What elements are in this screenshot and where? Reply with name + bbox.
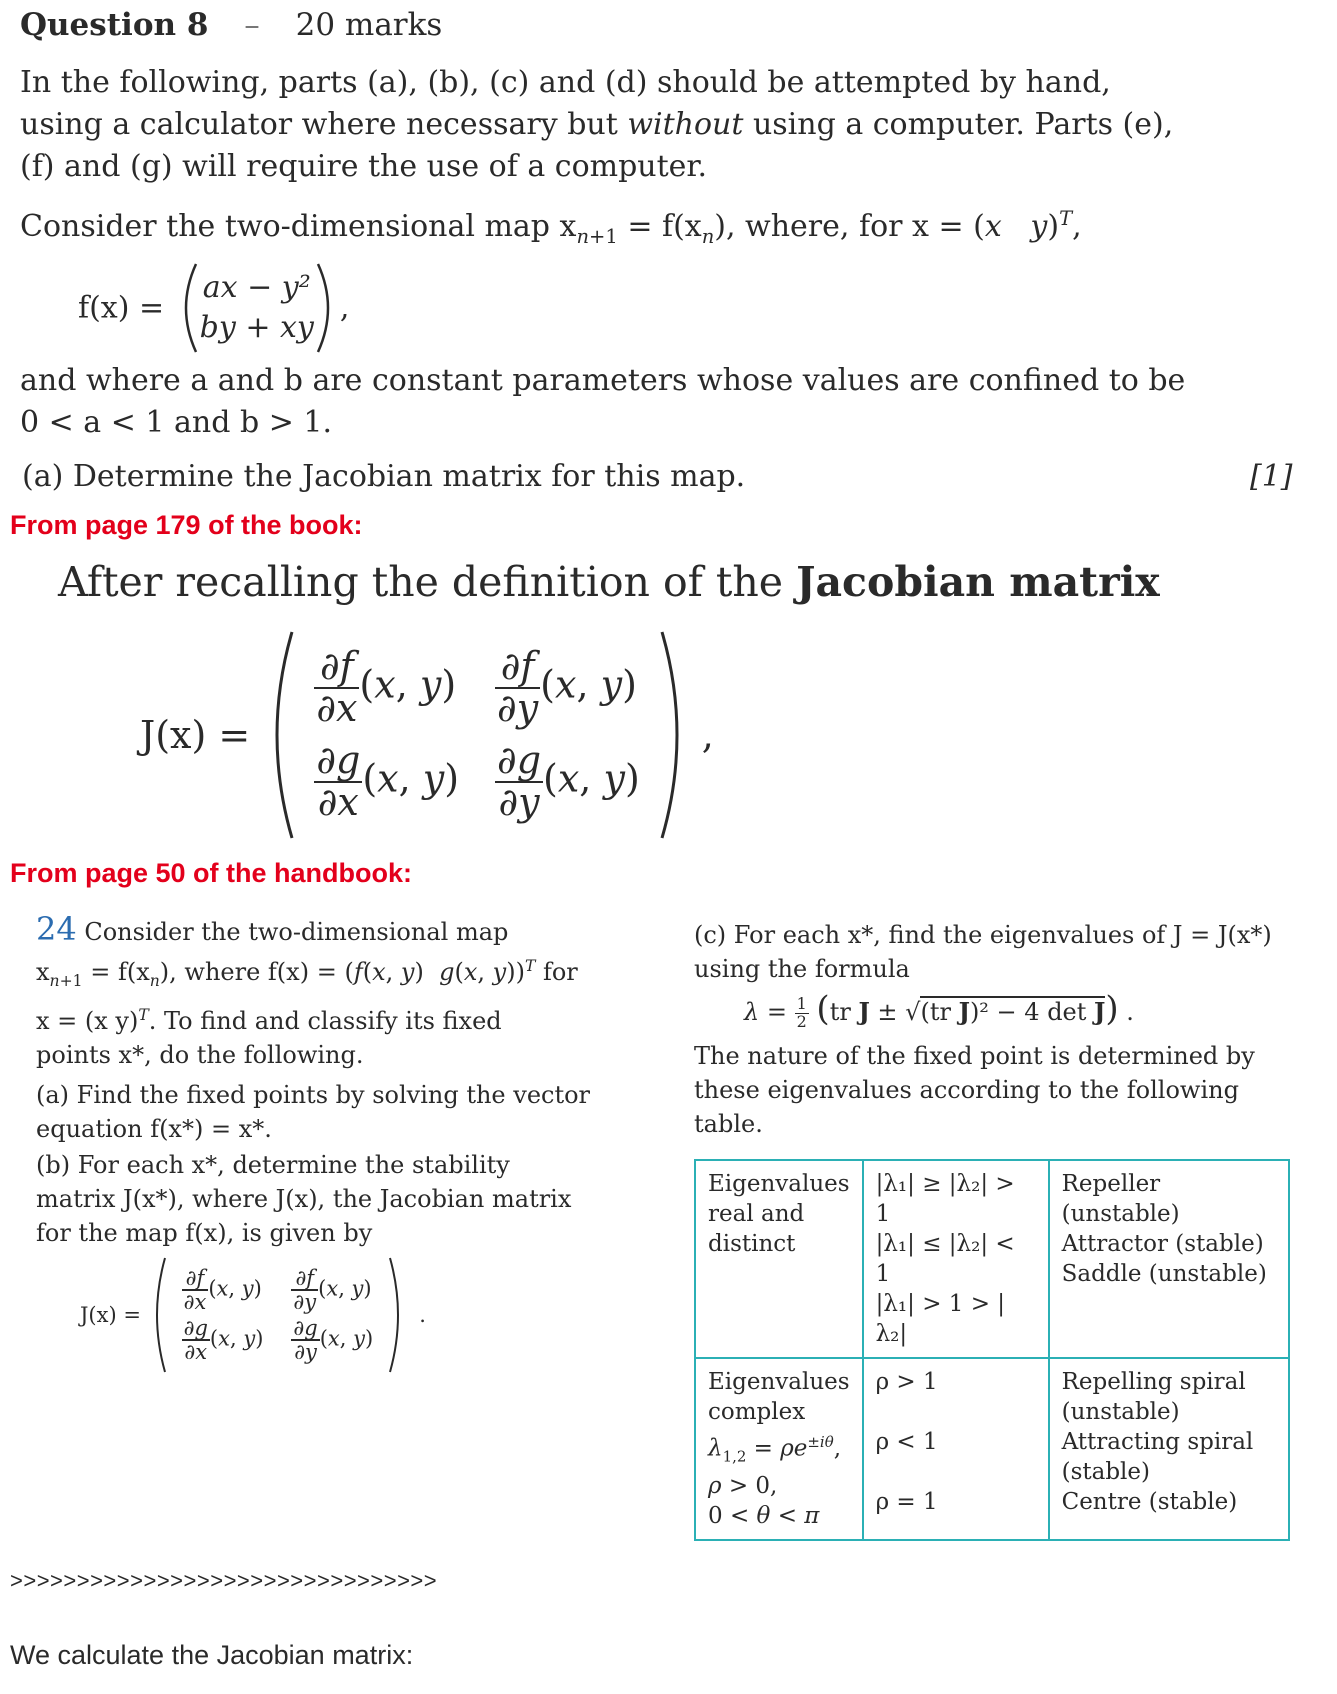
intro-paragraph (20, 62, 1200, 188)
left-paren-icon (174, 262, 200, 354)
question-marks: 20 marks (295, 7, 443, 43)
map-definition: f(x) = ax − y² by + xy , (78, 262, 349, 354)
book-jacobian-formula: J(x) = $\frac{\partial f}{\partial x}$ (x, y) $\frac{\partial f}{\partial y}$ (x, y) $\frac{\partial g}{\partial x}$ (x, y) $\frac{\partial g}{\partial y}$ (x, y), (140, 630, 714, 840)
handbook-left-column (36, 912, 656, 1374)
emphasis-without: without (627, 107, 744, 142)
intro-line-1: In the following, parts (a), (b), (c) and (d) should be attempted by hand, (20, 65, 1111, 100)
row2-label: Eigenvalues complex $\lambda_{1,2} = \rho e^{\pm i\theta}$, ρ > 0, 0 < θ < π (695, 1358, 863, 1540)
handbook-right-column (694, 918, 1314, 1541)
row2-results: Repelling spiral (unstable) Attracting spiral (stable) Centre (stable) (1049, 1358, 1289, 1540)
handbook-item-line-2: $x_{n+1} = f(x_n)$, where f(x) = (f(x, y) g(x, y))$^T$ for (36, 957, 578, 990)
handbook-step-b: (b) For each x*, determine the stability matrix J(x*), where J(x), the Jacobian matrix for the map f(x), is given by (36, 1150, 572, 1247)
jacobian-matrix: $\frac{\partial f}{\partial x}$ (x, y) $\frac{\partial f}{\partial y}$ (x, y) $\frac{\partial g}{\partial x}$ (x, y) $\frac{\partial g}{\partial y}$ (x, y) (316, 644, 640, 824)
params-line-1: and where a and b are constant parameters whose values are confined to be (20, 363, 1186, 398)
handbook-jacobian-formula: J(x) = $\frac{\partial f}{\partial x}$ (x, y) $\frac{\partial f}{\partial y}$ (x, y) $\frac{\partial g}{\partial x}$ (x, y) $\frac{\partial g}{\partial y}$ (x, y). (80, 1256, 656, 1374)
intro-line-2: using a calculator where necessary but without using a computer. Parts (e), (20, 107, 1174, 142)
handbook-step-a: (a) Find the fixed points by solving the vector equation f(x*) = x*. (36, 1080, 591, 1143)
handbook-reference: From page 50 of the handbook: (10, 858, 413, 888)
table-row (695, 1160, 1289, 1358)
small-matrix-left-paren-icon (148, 1256, 168, 1374)
part-a-marks: [1] (1250, 459, 1293, 494)
handbook-jacobian-matrix: $\frac{\partial f}{\partial x}$ (x, y) $\frac{\partial f}{\partial y}$ (x, y) $\frac{\partial g}{\partial x}$ (x, y) $\frac{\partial g}{\partial y}$ (x, y) (183, 1265, 374, 1364)
f-bottom: by + xy (199, 310, 314, 345)
book-reference: From page 179 of the book: (10, 510, 363, 540)
part-a: (a) Determine the Jacobian matrix for this map. (22, 459, 746, 494)
header-dash: – (244, 7, 260, 43)
matrix-right-paren-icon (658, 630, 692, 840)
calc-line: We calculate the Jacobian matrix: (10, 1640, 414, 1670)
eigenvalue-formula: λ = $\frac{1}{2}$ (tr J ± √(tr J)² − 4 det J) . (744, 989, 1134, 1031)
question-header (20, 4, 442, 46)
matrix-left-paren-icon (262, 630, 296, 840)
table-row (695, 1358, 1289, 1540)
handbook-item-line-4: points x*, do the following. (36, 1040, 364, 1069)
f-label: f(x) = (78, 290, 165, 326)
jacobian-bold: Jacobian matrix (796, 558, 1160, 606)
book-recall-line: After recalling the definition of the Jacobian matrix (58, 558, 1160, 606)
row1-results: Repeller (unstable) Attractor (stable) Saddle (unstable) (1049, 1160, 1289, 1358)
consider-line: Consider the two-dimensional map $x_{n+1} = f(x_n)$, where, for x = (x y)$^T$, (20, 207, 1082, 248)
eigenvalue-table (694, 1159, 1290, 1541)
small-matrix-right-paren-icon (387, 1256, 407, 1374)
arrow-separator: >>>>>>>>>>>>>>>>>>>>>>>>>>>>>>>> (10, 1568, 438, 1593)
parameters-paragraph (20, 360, 1185, 444)
handbook-item-line-1: 24 Consider the two-dimensional map (36, 910, 509, 948)
j-label: J(x) = (140, 713, 251, 757)
nature-paragraph: The nature of the fixed point is determined by these eigenvalues according to the following table. (694, 1041, 1255, 1138)
f-top: ax − y² (202, 270, 311, 305)
handbook-item-line-3: x = (x y)$^T$. To find and classify its fixed (36, 1005, 502, 1035)
row1-label: Eigenvalues real and distinct (695, 1160, 863, 1358)
handbook-item-number: 24 (36, 910, 77, 948)
question-title: Question 8 (20, 7, 209, 43)
right-paren-icon (314, 262, 340, 354)
f-vector (200, 268, 314, 348)
params-line-2: 0 < a < 1 and b > 1. (20, 405, 332, 440)
row2-conditions: ρ > 1 ρ < 1 ρ = 1 (863, 1358, 1049, 1540)
intro-line-3: (f) and (g) will require the use of a computer. (20, 149, 708, 184)
handbook-step-c: (c) For each x*, find the eigenvalues of J = J(x*) using the formula (694, 921, 1272, 983)
row1-conditions: |λ₁| ≥ |λ₂| > 1 |λ₁| ≤ |λ₂| < 1 |λ₁| > 1 > |λ₂| (863, 1160, 1049, 1358)
